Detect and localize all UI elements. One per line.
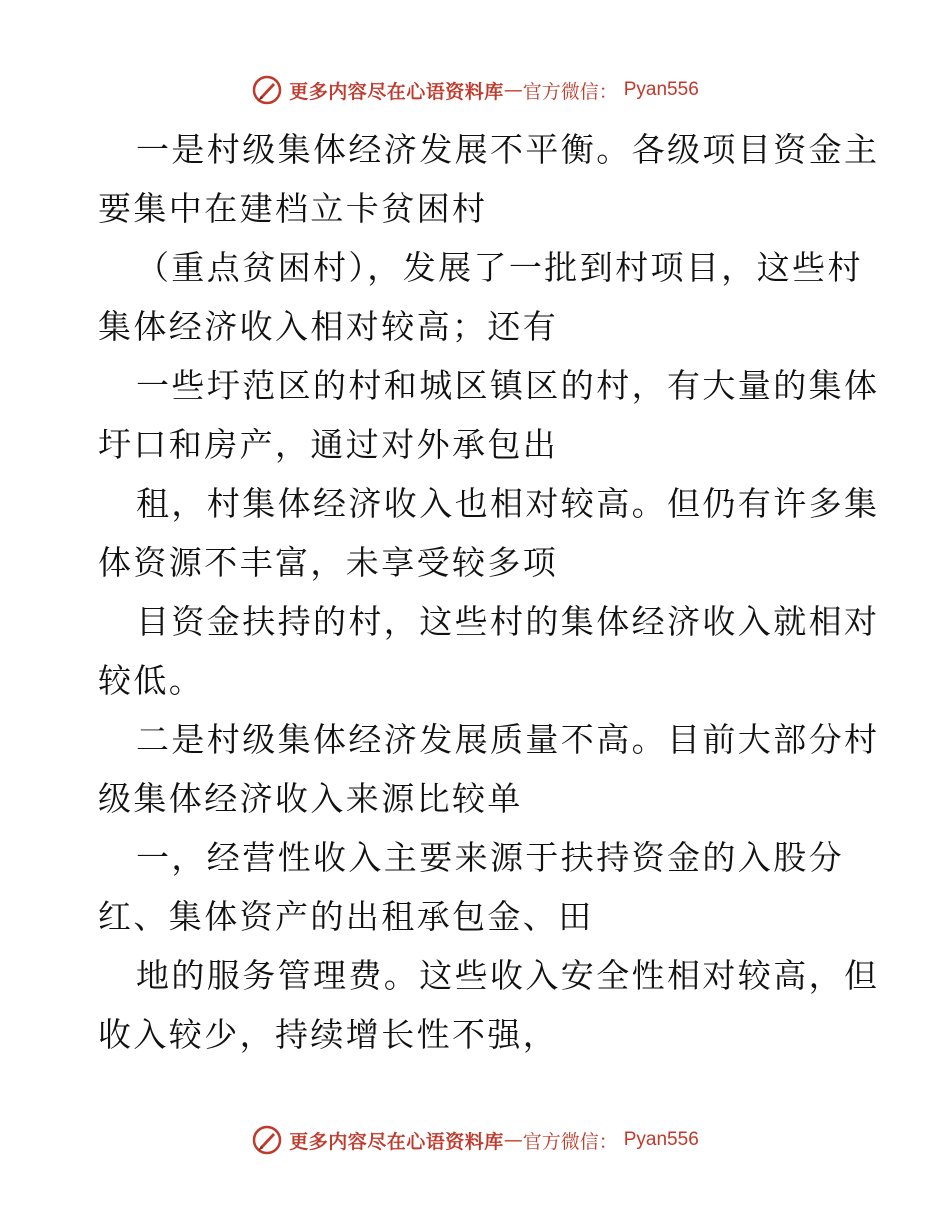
paragraph xyxy=(98,356,880,474)
quill-pen-logo-icon xyxy=(251,1124,283,1156)
banner-main-text: 更多内容尽在心语资料库 xyxy=(289,1130,504,1153)
paragraph-line: 收入较少，持续增长性不强， xyxy=(98,1015,559,1054)
paragraph xyxy=(98,828,858,946)
paragraph-line: 要集中在建档立卡贫困村 xyxy=(98,189,488,228)
paragraph xyxy=(98,120,880,238)
paragraph xyxy=(98,474,880,592)
paragraph-line: 较低。 xyxy=(98,661,205,700)
paragraph xyxy=(98,946,880,1064)
banner-separator: — xyxy=(503,79,523,101)
paragraph-line: 地的服务管理费。这些收入安全性相对较高，但 xyxy=(136,956,880,995)
paragraph-line: 集体经济收入相对较高；还有 xyxy=(98,307,559,346)
paragraph xyxy=(98,238,863,356)
quill-pen-logo-icon xyxy=(251,74,283,106)
banner-sub-text: 官方微信： xyxy=(522,1130,618,1153)
paragraph-line: 一，经营性收入主要来源于扶持资金的入股分 xyxy=(136,838,844,877)
document-body xyxy=(98,120,880,1064)
paragraph-line: 二是村级集体经济发展质量不高。目前大部分村 xyxy=(136,720,880,759)
paragraph-line: 红、集体资产的出租承包金、田 xyxy=(98,897,594,936)
paragraph xyxy=(98,592,880,710)
banner-sub-text: 官方微信： xyxy=(522,80,618,103)
paragraph-line: 级集体经济收入来源比较单 xyxy=(98,779,523,818)
paragraph-line: 租，村集体经济收入也相对较高。但仍有许多集 xyxy=(136,484,880,523)
header-watermark-banner xyxy=(0,72,950,108)
paragraph-line: （重点贫困村），发展了一批到村项目，这些村 xyxy=(136,248,863,287)
paragraph-line: 一是村级集体经济发展不平衡。各级项目资金主 xyxy=(136,130,880,169)
paragraph-line: 一些圩范区的村和城区镇区的村，有大量的集体 xyxy=(136,366,880,405)
footer-watermark-banner xyxy=(0,1122,950,1158)
banner-wechat-id: Pyan556 xyxy=(623,1129,699,1150)
banner-wechat-id: Pyan556 xyxy=(623,79,699,100)
paragraph xyxy=(98,710,880,828)
banner-separator: — xyxy=(503,1129,523,1151)
paragraph-line: 体资源不丰富，未享受较多项 xyxy=(98,543,559,582)
paragraph-line: 圩口和房产，通过对外承包出 xyxy=(98,425,559,464)
paragraph-line: 目资金扶持的村，这些村的集体经济收入就相对 xyxy=(136,602,880,641)
banner-main-text: 更多内容尽在心语资料库 xyxy=(289,80,504,103)
